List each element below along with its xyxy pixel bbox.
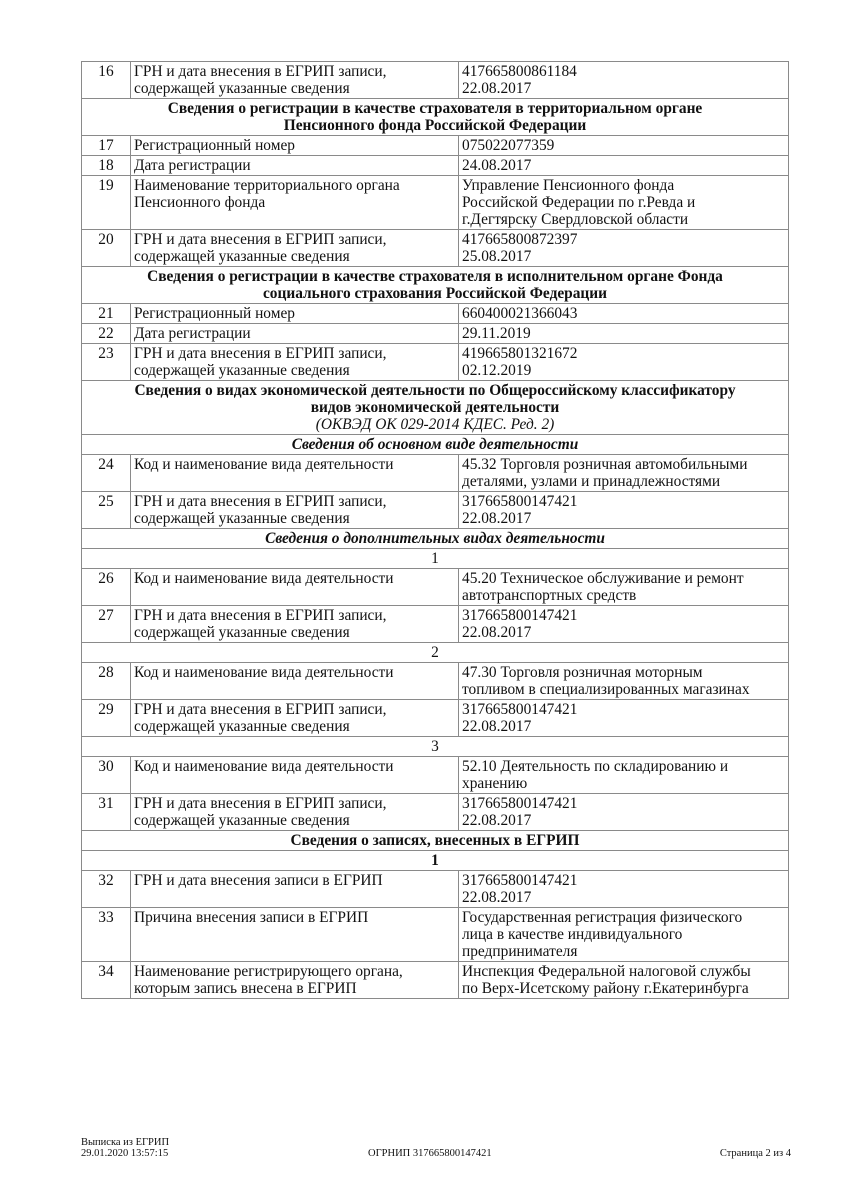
field-value-line: предпринимателя (462, 943, 578, 960)
row-number: 18 (82, 156, 131, 176)
group-index-row (82, 549, 789, 569)
footer-ogrnip: ОГРНИП 317665800147421 (368, 1148, 492, 1159)
group-index: 2 (82, 643, 789, 663)
field-label-line: содержащей указанные сведения (134, 812, 350, 829)
group-index-row (82, 737, 789, 757)
field-value (459, 324, 789, 344)
field-value-line: 47.30 Торговля розничная моторным (462, 664, 703, 681)
field-label-line: ГРН и дата внесения в ЕГРИП записи, (134, 231, 387, 248)
field-label (131, 794, 459, 831)
field-value-line: 317665800147421 (462, 607, 578, 624)
row-number: 28 (82, 663, 131, 700)
subsection-header-row (82, 435, 789, 455)
field-label-line: содержащей указанные сведения (134, 510, 350, 527)
row-number: 24 (82, 455, 131, 492)
field-value-line: топливом в специализированных магазинах (462, 681, 750, 698)
row-number: 17 (82, 136, 131, 156)
row-number: 21 (82, 304, 131, 324)
field-value (459, 455, 789, 492)
table-row (82, 757, 789, 794)
field-label-line: Код и наименование вида деятельности (134, 456, 394, 473)
row-number: 19 (82, 176, 131, 230)
section-header-row (82, 99, 789, 136)
row-number: 23 (82, 344, 131, 381)
field-label-line: Причина внесения записи в ЕГРИП (134, 909, 369, 926)
row-number: 20 (82, 230, 131, 267)
field-value-line: 22.08.2017 (462, 889, 532, 906)
field-value-line: 22.08.2017 (462, 812, 532, 829)
field-label-line: содержащей указанные сведения (134, 624, 350, 641)
section-title-line: социального страхования Российской Федерации (262, 285, 608, 302)
field-value (459, 136, 789, 156)
section-title (82, 267, 789, 304)
field-value-line: 317665800147421 (462, 493, 578, 510)
field-label (131, 136, 459, 156)
field-label-line: ГРН и дата внесения в ЕГРИП записи, (134, 345, 387, 362)
section-header-row (82, 381, 789, 435)
field-value (459, 757, 789, 794)
field-value-line: 417665800872397 (462, 231, 578, 248)
row-number: 32 (82, 871, 131, 908)
field-value-line: хранению (462, 775, 528, 792)
table-row (82, 908, 789, 962)
table-row (82, 962, 789, 999)
field-label-line: Код и наименование вида деятельности (134, 664, 394, 681)
table-row (82, 344, 789, 381)
field-value (459, 794, 789, 831)
field-value-line: 075022077359 (462, 137, 555, 154)
field-label (131, 700, 459, 737)
table-row (82, 455, 789, 492)
field-value-line: 25.08.2017 (462, 248, 532, 265)
field-label-line: Дата регистрации (134, 325, 251, 342)
row-number: 25 (82, 492, 131, 529)
table-row (82, 324, 789, 344)
field-label (131, 304, 459, 324)
section-title (82, 381, 789, 435)
subsection-header-row (82, 529, 789, 549)
field-value (459, 908, 789, 962)
footer-left (81, 1137, 169, 1159)
field-label-line: ГРН и дата внесения записи в ЕГРИП (134, 872, 383, 889)
table-row (82, 700, 789, 737)
section-title-line: Пенсионного фонда Российской Федерации (283, 117, 587, 134)
field-label-line: Регистрационный номер (134, 305, 295, 322)
egrip-extract-table (81, 61, 789, 999)
field-value-line: 22.08.2017 (462, 624, 532, 641)
group-index: 1 (82, 851, 789, 871)
field-label (131, 176, 459, 230)
field-value-line: 45.32 Торговля розничная автомобильными (462, 456, 748, 473)
section-title-line: Сведения о регистрации в качестве страхователя в исполнительном органе Фонда (147, 268, 723, 285)
field-value (459, 962, 789, 999)
field-value-line: 22.08.2017 (462, 80, 532, 97)
field-value (459, 176, 789, 230)
subsection-title: Сведения о дополнительных видах деятельности (82, 529, 789, 549)
field-value-line: 419665801321672 (462, 345, 578, 362)
table-row (82, 136, 789, 156)
field-value-line: Инспекция Федеральной налоговой службы (462, 963, 751, 980)
field-value (459, 156, 789, 176)
field-value-line: Управление Пенсионного фонда (462, 177, 675, 194)
field-label (131, 492, 459, 529)
field-label (131, 569, 459, 606)
table-row (82, 156, 789, 176)
row-number: 29 (82, 700, 131, 737)
field-value-line: 660400021366043 (462, 305, 578, 322)
group-index-row (82, 851, 789, 871)
field-label-line: ГРН и дата внесения в ЕГРИП записи, (134, 63, 387, 80)
field-label-line: ГРН и дата внесения в ЕГРИП записи, (134, 607, 387, 624)
field-label-line: Код и наименование вида деятельности (134, 570, 394, 587)
table-row (82, 62, 789, 99)
field-value-line: 317665800147421 (462, 795, 578, 812)
subsection-title: Сведения об основном виде деятельности (82, 435, 789, 455)
field-value-line: Государственная регистрация физического (462, 909, 743, 926)
field-value (459, 344, 789, 381)
field-label (131, 344, 459, 381)
field-label-line: содержащей указанные сведения (134, 248, 350, 265)
field-label (131, 156, 459, 176)
group-index-row (82, 643, 789, 663)
field-label-line: содержащей указанные сведения (134, 718, 350, 735)
field-label-line: Дата регистрации (134, 157, 251, 174)
section-title (82, 99, 789, 136)
row-number: 34 (82, 962, 131, 999)
table-row (82, 606, 789, 643)
field-label-line: Наименование территориального органа (134, 177, 400, 194)
table-row (82, 176, 789, 230)
field-label (131, 871, 459, 908)
field-value-line: 24.08.2017 (462, 157, 532, 174)
table-body (82, 62, 789, 999)
row-number: 30 (82, 757, 131, 794)
field-label (131, 62, 459, 99)
field-label-line: ГРН и дата внесения в ЕГРИП записи, (134, 701, 387, 718)
field-value-line: 02.12.2019 (462, 362, 532, 379)
footer-page-number: Страница 2 из 4 (719, 1148, 791, 1159)
section-title-line: Сведения о видах экономической деятельности по Общероссийскому классификатору (134, 382, 736, 399)
group-index: 3 (82, 737, 789, 757)
row-number: 27 (82, 606, 131, 643)
group-index: 1 (82, 549, 789, 569)
field-value (459, 569, 789, 606)
field-label (131, 606, 459, 643)
section-header-row (82, 831, 789, 851)
field-label-line: содержащей указанные сведения (134, 80, 350, 97)
row-number: 22 (82, 324, 131, 344)
table-row (82, 230, 789, 267)
field-label-line: Пенсионного фонда (134, 194, 266, 211)
field-label (131, 455, 459, 492)
field-value (459, 663, 789, 700)
field-value-line: 29.11.2019 (462, 325, 531, 342)
section-subtitle: (ОКВЭД ОК 029-2014 КДЕС. Ред. 2) (315, 416, 555, 433)
section-header-row (82, 267, 789, 304)
field-label (131, 757, 459, 794)
field-value-line: 22.08.2017 (462, 718, 532, 735)
footer-doc-name: Выписка из ЕГРИП (81, 1137, 170, 1148)
field-label-line: Код и наименование вида деятельности (134, 758, 394, 775)
field-label-line: ГРН и дата внесения в ЕГРИП записи, (134, 493, 387, 510)
field-label (131, 663, 459, 700)
field-value (459, 700, 789, 737)
table-row (82, 569, 789, 606)
field-value (459, 871, 789, 908)
field-value-line: 317665800147421 (462, 872, 578, 889)
field-value (459, 230, 789, 267)
field-value-line: автотранспортных средств (462, 587, 637, 604)
field-label (131, 324, 459, 344)
field-value-line: 417665800861184 (462, 63, 577, 80)
field-value-line: 45.20 Техническое обслуживание и ремонт (462, 570, 744, 587)
section-title-line: Сведения о регистрации в качестве страхователя в территориальном органе (167, 100, 703, 117)
field-label (131, 962, 459, 999)
section-title (82, 831, 789, 851)
field-label-line: Регистрационный номер (134, 137, 295, 154)
field-value-line: г.Дегтярску Свердловской области (462, 211, 689, 228)
field-label-line: содержащей указанные сведения (134, 362, 350, 379)
table-row (82, 492, 789, 529)
row-number: 31 (82, 794, 131, 831)
field-label (131, 908, 459, 962)
field-value (459, 492, 789, 529)
field-value (459, 606, 789, 643)
field-value-line: 317665800147421 (462, 701, 578, 718)
field-value-line: 52.10 Деятельность по складированию и (462, 758, 729, 775)
section-title-line: Сведения о записях, внесенных в ЕГРИП (290, 832, 580, 849)
table-row (82, 871, 789, 908)
footer-datetime: 29.01.2020 13:57:15 (81, 1148, 169, 1159)
field-value (459, 62, 789, 99)
table-row (82, 663, 789, 700)
field-label-line: которым запись внесена в ЕГРИП (134, 980, 357, 997)
table-row (82, 304, 789, 324)
field-value-line: деталями, узлами и принадлежностями (462, 473, 721, 490)
field-label (131, 230, 459, 267)
field-label-line: ГРН и дата внесения в ЕГРИП записи, (134, 795, 387, 812)
field-value-line: Российской Федерации по г.Ревда и (462, 194, 696, 211)
field-value-line: лица в качестве индивидуального (462, 926, 683, 943)
field-label-line: Наименование регистрирующего органа, (134, 963, 403, 980)
field-value-line: по Верх-Исетскому району г.Екатеринбурга (462, 980, 749, 997)
row-number: 33 (82, 908, 131, 962)
section-title-line: видов экономической деятельности (310, 399, 560, 416)
field-value-line: 22.08.2017 (462, 510, 532, 527)
table-row (82, 794, 789, 831)
row-number: 16 (82, 62, 131, 99)
field-value (459, 304, 789, 324)
row-number: 26 (82, 569, 131, 606)
